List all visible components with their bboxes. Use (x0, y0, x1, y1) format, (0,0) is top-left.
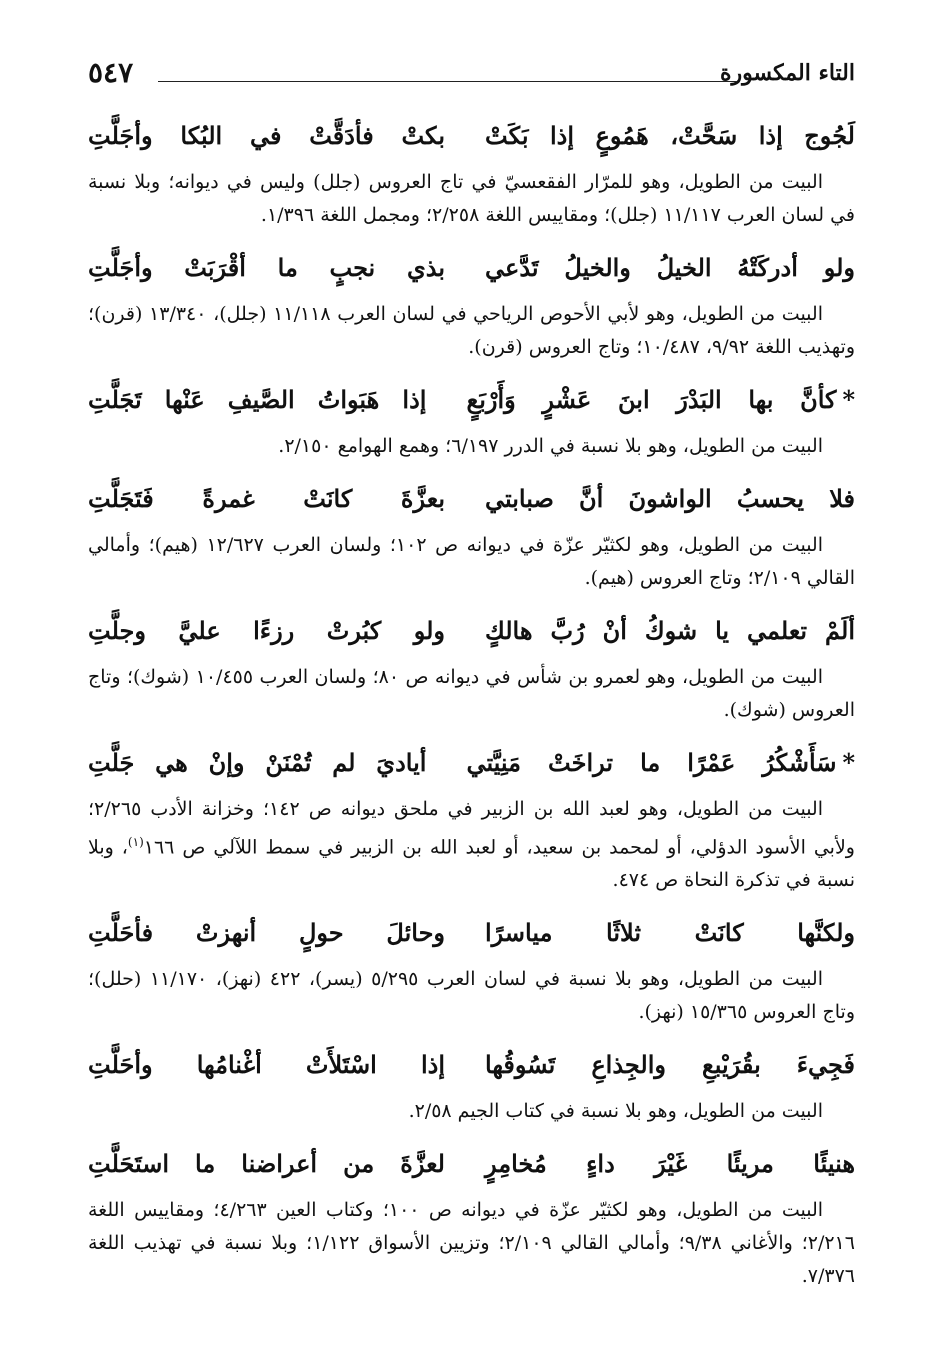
verse-note: البيت من الطويل، وهو للمرّار الفقعسيّ في تاج العروس (جلل) وليس في ديوانه؛ وبلا نسبة في لسان العرب ١١/١١٧ (جلل)؛ ومقاييس اللغة ٢/٢٥٨؛ ومجمل اللغة ١/٣٩٦. (88, 171, 855, 226)
verse-line (88, 106, 855, 166)
first-hemistich: كأنَّ بها البَدْرَ ابنَ عَشْرٍ وَأَرْبَعٍ (466, 385, 837, 414)
verse-line (88, 1134, 855, 1194)
verse-line (88, 1035, 855, 1095)
verse-note (88, 793, 855, 897)
verse-entry (88, 601, 855, 727)
verse-entry (88, 1035, 855, 1128)
verse-note: البيت من الطويل، وهو بلا نسبة في لسان العرب ٥/٢٩٥ (يسر)، ٤٢٢ (نهز)، ١١/١٧٠ (حلل)؛ وتاج العروس ١٥/٣٦٥ (نهز). (88, 968, 855, 1024)
first-hemistich: فَجِيءَ بقُرَيْبعِ والجِذاعِ تَسُوقُها (485, 1050, 855, 1080)
entries (88, 106, 855, 1299)
verse-line (88, 370, 855, 430)
asterisk-marker: * (842, 748, 855, 777)
second-hemistich: بذي نجبٍ ما أقْرَبَتْ وأجَلَّتِ (88, 253, 445, 282)
verse-entry (88, 106, 855, 232)
second-hemistich: أياديَ لم تُمْنَنْ وإنْ هي جَلَّتِ (88, 748, 427, 777)
first-hemistich: ولكنَّها كانَتْ ثلاثًا مياسرًا (485, 918, 855, 948)
verse-line (88, 733, 855, 793)
second-hemistich: وحائلَ حولٍ أنهزتْ فأحَلَّتِ (88, 918, 445, 948)
second-hemistich: ولو كبُرتْ رزءًا عليَّ وجلَّتِ (88, 616, 445, 645)
verse-line (88, 903, 855, 963)
verse-entry (88, 469, 855, 595)
second-hemistich: بعزَّةَ كانَتْ غمرةً فَتَجَلَّتِ (88, 484, 445, 513)
page-number: ٥٤٧ (88, 56, 134, 89)
verse-note: البيت من الطويل، وهو لكثيّر عزّة في ديوانه ص ١٠٢؛ ولسان العرب ١٢/٦٢٧ (هيم)؛ وأمالي القالي ٢/١٠٩؛ وتاج العروس (هيم). (88, 534, 855, 589)
header-rule (158, 81, 737, 82)
verse-note: البيت من الطويل، وهو بلا نسبة في الدرر ٦/١٩٧؛ وهمع الهوامع ٢/١٥٠. (278, 435, 823, 457)
verse-note: البيت من الطويل، وهو لأبي الأحوص الرياحي في لسان العرب ١١/١١٨ (جلل)، ١٣/٣٤٠ (قرن)؛ وتهذيب اللغة ٩/٩٢، ١٠/٤٨٧؛ وتاج العروس (قرن). (88, 303, 855, 358)
verse-entry (88, 238, 855, 364)
verse-note: البيت من الطويل، وهو لكثيّر عزّة في ديوانه ص ١٠٠؛ وكتاب العين ٤/٢٦٣؛ ومقاييس اللغة ٢/٢١٦؛ والأغاني ٩/٣٨؛ وأمالي القالي ٢/١٠٩؛ وتزيين الأسواق ١/١٢٢؛ وبلا نسبة في تهذيب اللغة ٧/٣٧٦. (88, 1199, 855, 1288)
first-hemistich: ولو أدركَتْهُ الخيلُ والخيلُ تَدَّعي (485, 253, 855, 282)
first-hemistich: هنيئًا مريئًا غَيْرَ داءٍ مُخامِرٍ (485, 1149, 855, 1179)
verse-note: البيت من الطويل، وهو لعمرو بن شأس في ديوانه ص ٨٠؛ ولسان العرب ١٠/٤٥٥ (شوك)؛ وتاج العروس (شوك). (88, 666, 855, 721)
page-header (88, 52, 855, 92)
first-hemistich: سَأَشْكُرُ عَمْرًا ما تراخَتْ مَنِيَّتي (466, 748, 837, 777)
verse-line (88, 238, 855, 298)
verse-entry (88, 733, 855, 897)
second-hemistich: لعزَّةَ من أعراضنا ما استَحَلَّتِ (88, 1149, 445, 1179)
second-hemistich: إذا هَبَواتُ الصَّيفِ عَنْها تَجَلَّتِ (88, 385, 427, 414)
first-hemistich: ألَمْ تعلمي يا شوكُ أنْ رُبَّ هالكٍ (485, 616, 855, 645)
footnote-marker: (١) (127, 835, 144, 849)
running-title: التاء المكسورة (720, 60, 855, 86)
verse-line (88, 469, 855, 529)
first-hemistich: فلا يحسبُ الواشونَ أنَّ صبابتي (485, 484, 855, 513)
asterisk-marker: * (842, 385, 855, 414)
verse-entry (88, 903, 855, 1029)
first-hemistich: لَجُوج إذا سَحَّتْ، هَمُوعٍ إذا بَكَتْ (485, 121, 855, 150)
verse-entry (88, 370, 855, 463)
verse-note: البيت من الطويل، وهو بلا نسبة في كتاب الجيم ٢/٥٨. (408, 1100, 823, 1123)
second-hemistich: إذا اسْتَلأَتْ أغْنامُها وأحَلَّتِ (88, 1050, 445, 1080)
second-hemistich: بكتْ فأدَقَّتْ في البُكا وأجَلَّتِ (88, 121, 445, 150)
note-text-tail: ، وبلا نسبة في تذكرة النحاة ص ٤٧٤. (88, 836, 855, 892)
note-text: البيت من الطويل، وهو لعبد الله بن الزبير في ملحق ديوانه ص ١٤٢؛ وخزانة الأدب ٢/٢٦٥؛ ولأبي الأسود الدؤلي، أو لمحمد بن سعيد، أو لعبد الله بن الزبير في سمط اللآلي ص ١٦٦ (88, 798, 855, 859)
verse-entry (88, 1134, 855, 1293)
verse-line (88, 601, 855, 661)
